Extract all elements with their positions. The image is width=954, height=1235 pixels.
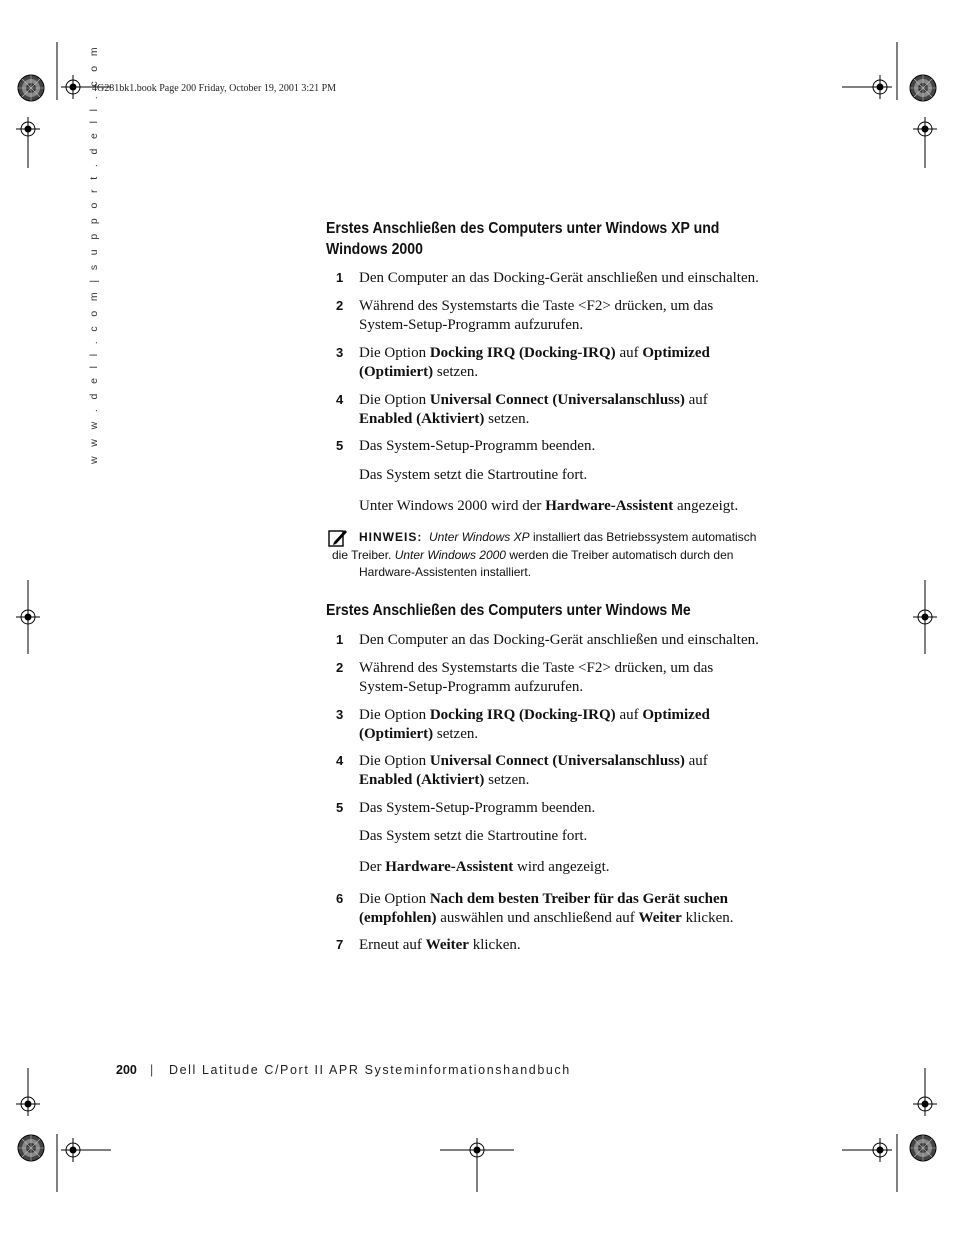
step-text-line: System-Setup-Programm aufzurufen.: [359, 679, 584, 695]
step-item: [336, 631, 806, 650]
side-url: w w w . d e l l . c o m | s u p p o r t . d e l l . c o m: [88, 43, 100, 464]
text-run: setzen.: [433, 364, 479, 380]
step-number: 1: [336, 270, 344, 285]
text-run: Die Option: [359, 707, 430, 723]
text-run: auf: [684, 753, 708, 769]
text-run: Erneut auf: [359, 937, 426, 953]
body-paragraph: Das System setzt die Startroutine fort.: [359, 828, 588, 844]
step-text: Den Computer an das Docking-Gerät anschließen und einschalten.: [359, 270, 759, 286]
option-value: Optimized: [642, 345, 710, 361]
text-run: werden die Treiber automatisch durch den: [505, 547, 734, 562]
step-text-line: Während des Systemstarts die Taste <F2> drücken, um das: [359, 298, 714, 314]
step-item: [336, 659, 806, 697]
step-number: 3: [336, 345, 344, 360]
button-name: Weiter: [638, 910, 682, 926]
option-value: (Optimiert): [359, 726, 434, 742]
button-name: Weiter: [425, 937, 469, 953]
step-number: 4: [336, 392, 344, 407]
option-name: (empfohlen): [359, 910, 437, 926]
section-heading-1-line1: Erstes Anschließen des Computers unter Windows XP und: [326, 220, 720, 237]
note-label: HINWEIS:: [359, 530, 423, 544]
step-item: [336, 297, 806, 335]
section-heading-2: Erstes Anschließen des Computers unter Windows Me: [326, 602, 691, 619]
step-number: 5: [336, 438, 344, 453]
text-run: setzen.: [484, 411, 530, 427]
step-number: 2: [336, 298, 344, 313]
term: Hardware-Assistent: [545, 498, 674, 514]
step-text: [359, 659, 806, 697]
step-item: [336, 799, 806, 818]
note-block: [332, 529, 805, 582]
term: Hardware-Assistent: [385, 859, 514, 875]
text-run: wird angezeigt.: [513, 859, 610, 875]
step-number: 7: [336, 937, 344, 952]
text-run: auf: [684, 392, 708, 408]
step-number: 4: [336, 753, 344, 768]
option-name: Nach dem besten Treiber für das Gerät suchen: [429, 891, 729, 907]
page-number: 200: [116, 1063, 137, 1077]
text-run: Die Option: [359, 753, 430, 769]
text-run: die Treiber.: [332, 547, 395, 562]
section-heading-1-line2: Windows 2000: [326, 241, 423, 258]
text-run: Die Option: [359, 345, 430, 361]
footer-title: Dell Latitude C/Port II APR Systeminformationshandbuch: [169, 1063, 571, 1077]
note-line: [332, 547, 805, 565]
option-name: Universal Connect (Universalanschluss): [429, 392, 685, 408]
text-run: setzen.: [433, 726, 479, 742]
step-item: [336, 344, 806, 382]
body-paragraph: [359, 858, 610, 877]
note-line: [359, 564, 805, 582]
step-number: 1: [336, 632, 344, 647]
step-text: Das System-Setup-Programm beenden.: [359, 800, 596, 816]
step-number: 3: [336, 707, 344, 722]
text-run: Die Option: [359, 891, 430, 907]
text-run: setzen.: [484, 772, 530, 788]
text-run: Der: [359, 859, 386, 875]
step-text: [359, 391, 806, 429]
text-run: klicken.: [681, 910, 734, 926]
note-line: [359, 529, 805, 547]
term: Hardware-Assistenten: [359, 565, 478, 579]
text-run: auf: [615, 707, 643, 723]
option-value: Enabled (Aktiviert): [359, 411, 485, 427]
step-text: [359, 297, 806, 335]
body-paragraph: [359, 497, 738, 516]
step-text: [359, 936, 806, 955]
option-name: Universal Connect (Universalanschluss): [429, 753, 685, 769]
text-run: Unter Windows XP: [429, 530, 530, 544]
text-run: installiert.: [477, 565, 532, 579]
text-run: klicken.: [468, 937, 521, 953]
option-value: (Optimiert): [359, 364, 434, 380]
step-number: 6: [336, 891, 344, 906]
text-run: auswählen und anschließend auf: [436, 910, 639, 926]
step-item: [336, 437, 806, 456]
option-name: (Docking-IRQ): [519, 345, 616, 361]
step-item: [336, 890, 806, 928]
print-slug: 4G281bk1.book Page 200 Friday, October 19, 2001 3:21 PM: [92, 83, 337, 94]
text-run: auf: [615, 345, 643, 361]
step-text: Das System-Setup-Programm beenden.: [359, 438, 596, 454]
step-text-line: Während des Systemstarts die Taste <F2> drücken, um das: [359, 660, 714, 676]
text-run: angezeigt.: [673, 498, 739, 514]
step-text-line: System-Setup-Programm aufzurufen.: [359, 317, 584, 333]
step-item: [336, 936, 806, 955]
step-text: [359, 752, 806, 790]
option-name: Docking IRQ: [429, 707, 516, 723]
text-run: Unter Windows 2000 wird der: [359, 498, 546, 514]
footer-separator: |: [150, 1063, 154, 1077]
step-item: [336, 706, 806, 744]
step-text: Den Computer an das Docking-Gerät anschließen und einschalten.: [359, 632, 759, 648]
note-pencil-icon: [328, 528, 348, 548]
body-paragraph: Das System setzt die Startroutine fort.: [359, 467, 588, 483]
step-text: [359, 344, 806, 382]
step-number: 2: [336, 660, 344, 675]
option-name: Docking IRQ: [429, 345, 516, 361]
step-text: [359, 706, 806, 744]
text-run: installiert das Betriebssystem automatisch: [529, 530, 757, 544]
text-run: Unter Windows 2000: [394, 547, 506, 562]
option-value: Optimized: [642, 707, 710, 723]
text-run: Die Option: [359, 392, 430, 408]
step-item: [336, 391, 806, 429]
step-item: [336, 269, 806, 288]
step-text: [359, 890, 806, 928]
option-name: (Docking-IRQ): [519, 707, 616, 723]
option-value: Enabled (Aktiviert): [359, 772, 485, 788]
step-number: 5: [336, 800, 344, 815]
step-item: [336, 752, 806, 790]
